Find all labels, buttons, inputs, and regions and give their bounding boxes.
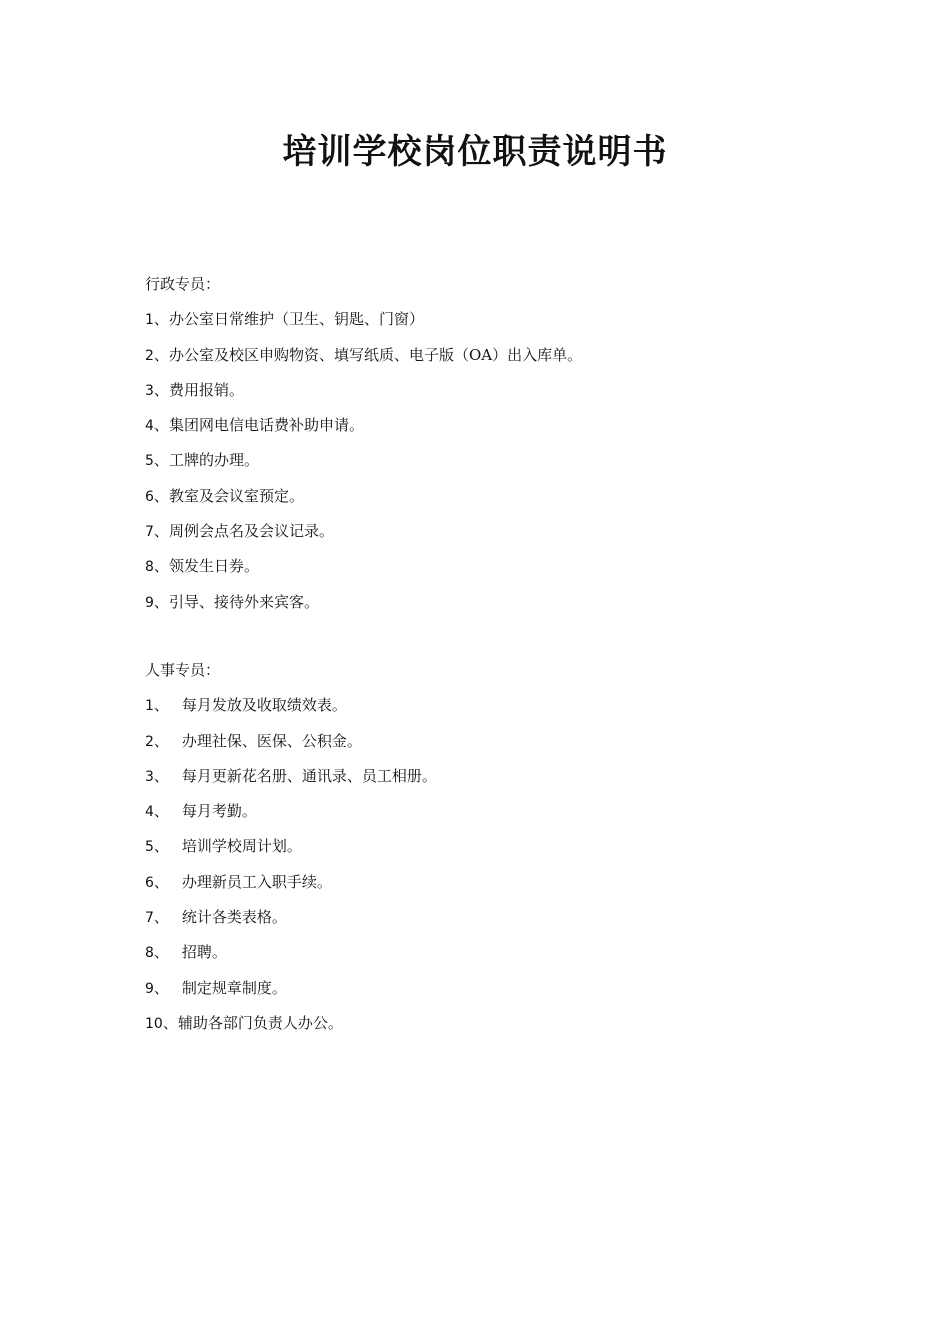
item-number: 8 xyxy=(145,945,154,962)
list-item: 7、周例会点名及会议记录。 xyxy=(145,522,334,541)
item-number: 3 xyxy=(145,382,154,399)
admin-heading: 行政专员： xyxy=(145,275,221,293)
item-number: 5 xyxy=(145,453,154,470)
item-number: 3 xyxy=(145,768,154,785)
list-item: 3、 每月更新花名册、通讯录、员工相册。 xyxy=(145,766,437,785)
item-number: 6 xyxy=(145,488,154,505)
list-item: 10、辅助各部门负责人办公。 xyxy=(145,1013,343,1032)
item-text: 领发生日券。 xyxy=(168,557,259,576)
list-item: 7、 统计各类表格。 xyxy=(145,908,287,927)
list-item: 6、教室及会议室预定。 xyxy=(145,486,304,505)
item-number: 7 xyxy=(145,910,154,927)
item-text: 办理新员工入职手续。 xyxy=(181,872,332,891)
item-text: 办理社保、医保、公积金。 xyxy=(181,731,362,750)
admin-section xyxy=(145,272,845,625)
item-number: 7 xyxy=(145,524,154,541)
hr-section xyxy=(145,658,845,1046)
item-number: 4 xyxy=(145,418,154,435)
list-item: 5、 培训学校周计划。 xyxy=(145,837,302,856)
item-number: 2 xyxy=(145,733,154,750)
item-number: 6 xyxy=(145,874,154,891)
list-item: 6、 办理新员工入职手续。 xyxy=(145,872,332,891)
document-title: 培训学校岗位职责说明书 xyxy=(282,132,668,172)
item-text: 办公室及校区申购物资、填写纸质、电子版（OA）出入库单。 xyxy=(168,345,583,364)
item-number: 5 xyxy=(145,839,154,856)
list-item: 1、办公室日常维护（卫生、钥匙、门窗） xyxy=(145,310,424,329)
list-item: 5、工牌的办理。 xyxy=(145,451,259,470)
list-item: 2、办公室及校区申购物资、填写纸质、电子版（OA）出入库单。 xyxy=(145,345,583,364)
item-text: 办公室日常维护（卫生、钥匙、门窗） xyxy=(168,310,424,329)
item-text: 每月更新花名册、通讯录、员工相册。 xyxy=(181,766,437,785)
list-item: 9、 制定规章制度。 xyxy=(145,978,287,997)
item-number: 8 xyxy=(145,559,154,576)
list-item: 2、 办理社保、医保、公积金。 xyxy=(145,731,362,750)
item-text: 制定规章制度。 xyxy=(181,978,287,997)
list-item: 8、领发生日券。 xyxy=(145,557,259,576)
item-number: 9 xyxy=(145,594,154,611)
item-text: 周例会点名及会议记录。 xyxy=(168,522,334,541)
item-text: 工牌的办理。 xyxy=(168,451,259,470)
item-text: 统计各类表格。 xyxy=(181,908,287,927)
item-number: 1 xyxy=(145,312,154,329)
item-text: 每月发放及收取绩效表。 xyxy=(181,696,347,715)
item-number: 9 xyxy=(145,980,154,997)
item-text: 辅助各部门负责人办公。 xyxy=(177,1013,343,1032)
item-number: 2 xyxy=(145,347,154,364)
item-text: 招聘。 xyxy=(181,943,227,962)
item-text: 教室及会议室预定。 xyxy=(168,486,304,505)
item-number: 1 xyxy=(145,698,154,715)
item-text: 费用报销。 xyxy=(168,380,244,399)
item-text: 每月考勤。 xyxy=(181,802,257,821)
hr-heading: 人事专员： xyxy=(145,661,221,679)
item-text: 集团网电信电话费补助申请。 xyxy=(168,416,364,435)
item-text: 培训学校周计划。 xyxy=(181,837,302,856)
item-number: 10 xyxy=(145,1015,163,1032)
list-item: 9、引导、接待外来宾客。 xyxy=(145,592,319,611)
item-number: 4 xyxy=(145,804,154,821)
item-text: 引导、接待外来宾客。 xyxy=(168,592,319,611)
list-item: 4、 每月考勤。 xyxy=(145,802,257,821)
list-item: 4、集团网电信电话费补助申请。 xyxy=(145,416,364,435)
list-item: 8、 招聘。 xyxy=(145,943,227,962)
list-item: 3、费用报销。 xyxy=(145,380,244,399)
list-item: 1、 每月发放及收取绩效表。 xyxy=(145,696,347,715)
